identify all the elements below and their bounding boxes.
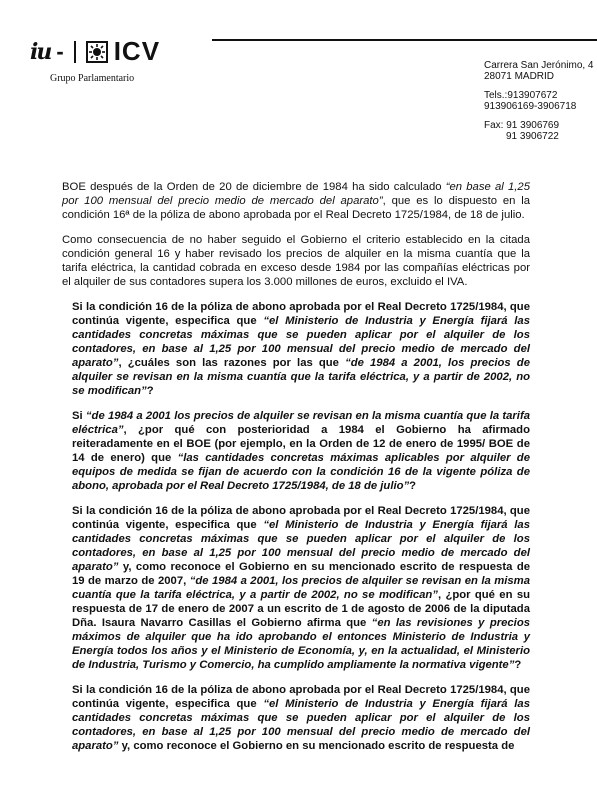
logo-area xyxy=(30,36,160,84)
question-2: Si “de 1984 a 2001 los precios de alquiler se revisan en la misma cuantía que la tarifa eléctrica”, ¿por qué con posterioridad a 1984 el Gobierno ha afirmado reiteradamente en el BOE (por ejemplo, en la Orden de 12 de enero de 1995/ BOE de 14 de enero) que “las cantidades concretas máximas aplicables por alquiler de equipos de medida se fijan de acuerdo con la condición 16 de la vigente póliza de abono, aprobada por el Real Decreto 1725/1984, de 18 de julio”? xyxy=(72,410,530,492)
address-city: 28071 MADRID xyxy=(484,71,555,82)
logo-bar xyxy=(74,41,76,63)
paragraph-consecuencia: Como consecuencia de no haber seguido el Gobierno el criterio establecido en la citada condición general 16 y haber revisado los precios de alquiler en la misma cuantía que la tarifa eléctrica, la cantidad cobrada en exceso desde 1984 por las compañías eléctricas por el alquiler de sus contadores supera los 3.000 millones de euros, excluido el IVA. xyxy=(62,234,530,288)
sun-emblem-icon xyxy=(86,41,108,63)
address-tels-2: 913906169-3906718 xyxy=(484,101,577,112)
letterhead xyxy=(0,0,597,160)
question-3: Si la condición 16 de la póliza de abono aprobada por el Real Decreto 1725/1984, que continúa vigente, especifica que “el Ministerio de Industria y Energía fijará las cantidades concretas máximas que se pueden aplicar por el alquiler de los contadores, en base al 1,25 por 100 mensual del precio medio de mercado del aparato” y, como reconoce el Gobierno en su mencionado escrito de respuesta de 19 de marzo de 2007, “de 1984 a 2001, los precios de alquiler se revisan en la misma cuantía que la tarifa eléctrica, y a partir de 2002, no se modifican”, ¿por qué en su respuesta de 17 de enero de 2007 a un escrito de 1 de agosto de 2006 de la diputada Dña. Isaura Navarro Casillas el Gobierno afirma que “en las revisiones y precios máximos de alquiler que ha ido aprobando el entonces Ministerio de Industria y Energía todos los años y el Ministerio de Economía, y, en la actualidad, el Ministerio de Industria, Turismo y Comercio, ha cumplido ampliamente la normativa vigente”? xyxy=(72,505,530,671)
address-tels-1: Tels.:913907672 xyxy=(484,90,558,101)
address-street: Carrera San Jerónimo, 4 xyxy=(484,60,594,71)
header-rule xyxy=(212,39,597,41)
paragraph-boe: BOE después de la Orden de 20 de diciembre de 1984 ha sido calculado “en base al 1,25 por 100 mensual del precio medio de mercado del aparato”, que es lo dispuesto en la condición 16ª de la póliza de abono aprobada por el Real Decreto 1725/1984, de 18 de julio. xyxy=(62,181,531,221)
address-fax-2: 91 3906722 xyxy=(506,131,559,142)
icv-logo-text: ICV xyxy=(113,36,161,66)
address-block xyxy=(484,60,597,142)
iu-logo-icon: iu xyxy=(30,38,51,65)
logo-row xyxy=(30,36,160,67)
grupo-parlamentario-label: Grupo Parlamentario xyxy=(50,73,135,84)
address-fax-1: Fax: 91 3906769 xyxy=(484,120,560,131)
question-4: Si la condición 16 de la póliza de abono aprobada por el Real Decreto 1725/1984, que continúa vigente, especifica que “el Ministerio de Industria y Energía fijará las cantidades concretas máximas que se pueden aplicar por el alquiler de los contadores, en base al 1,25 por 100 mensual del precio medio de mercado del aparato” y, como reconoce el Gobierno en su mencionado escrito de respuesta de xyxy=(72,684,530,752)
question-1: Si la condición 16 de la póliza de abono aprobada por el Real Decreto 1725/1984, que continúa vigente, especifica que “el Ministerio de Industria y Energía fijará las cantidades concretas máximas que se pueden aplicar por el alquiler de los contadores, en base al 1,25 por 100 mensual del precio medio de mercado del aparato”, ¿cuáles son las razones por las que “de 1984 a 2001, los precios de alquiler se revisan en la misma cuantía que la tarifa eléctrica, y a partir de 2002, no se modifican”? xyxy=(72,301,530,397)
logo-dash: - xyxy=(56,38,64,64)
document-body xyxy=(62,180,530,764)
